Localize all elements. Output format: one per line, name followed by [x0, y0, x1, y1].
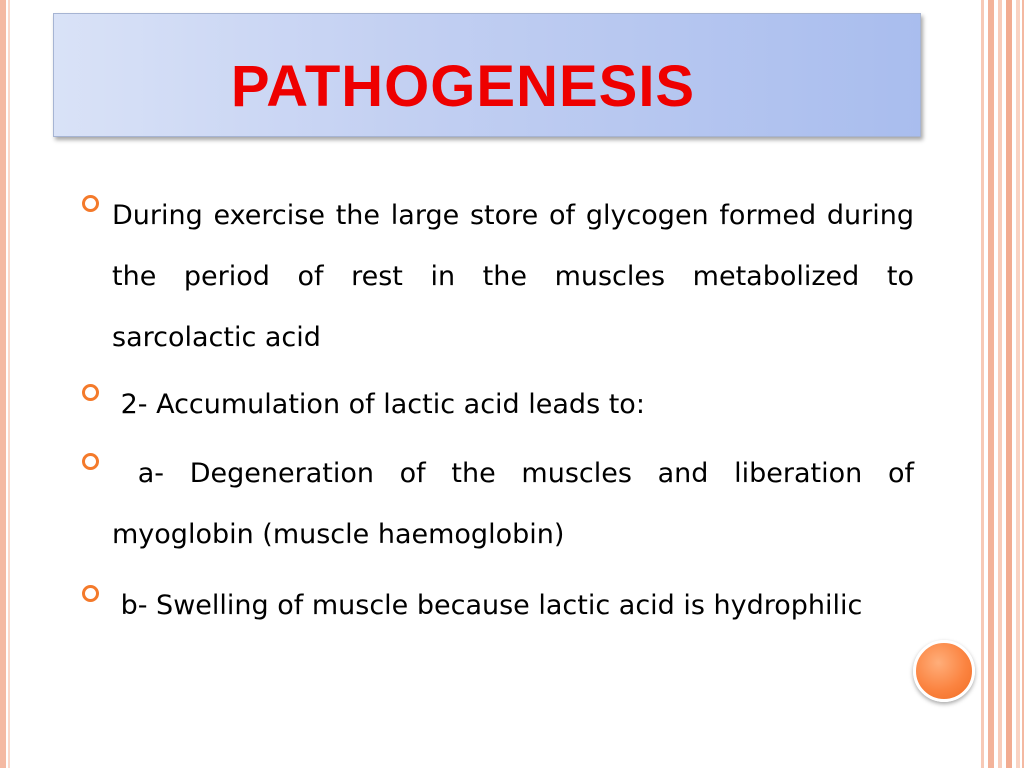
list-item — [78, 443, 923, 565]
title-banner — [53, 13, 921, 137]
orange-circle-icon — [913, 640, 975, 702]
bullet-ring-icon — [82, 384, 99, 401]
bullet-text: a- Degeneration of the muscles and liberation of myoglobin (muscle haemoglobin) — [112, 458, 923, 550]
bullet-text: During exercise the large store of glycogen formed during the period of rest in the muscles metabolized to sarcolactic acid — [112, 200, 914, 353]
stripe — [988, 0, 994, 768]
bullet-text: b- Swelling of muscle because lactic acid is hydrophilic — [112, 590, 863, 621]
stripe — [981, 0, 984, 768]
stripe — [998, 0, 1002, 768]
list-item — [78, 374, 914, 435]
bullet-ring-icon — [82, 585, 99, 602]
bullet-text: 2- Accumulation of lactic acid leads to: — [112, 389, 645, 420]
right-decorative-stripes — [980, 0, 1024, 768]
stripe — [1006, 0, 1012, 768]
left-border-line — [0, 0, 6, 768]
bullet-ring-icon — [82, 453, 99, 470]
list-item — [78, 575, 914, 636]
slide-title: PATHOGENESIS — [230, 53, 696, 119]
bullet-list — [78, 185, 923, 636]
bullet-ring-icon — [82, 195, 99, 212]
stripe — [1016, 0, 1020, 768]
left-border-inner-line — [8, 0, 10, 768]
list-item — [78, 185, 914, 368]
